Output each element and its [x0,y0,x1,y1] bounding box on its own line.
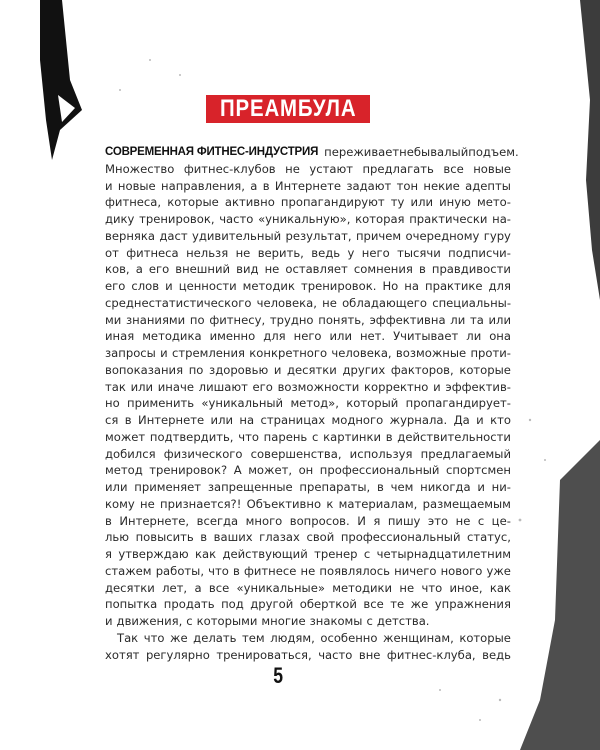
word: тренировок? [149,463,228,478]
word: даст [159,228,188,243]
word: лишают [198,379,248,394]
word: А [233,463,242,478]
word: Множество [105,161,175,176]
word: на [404,279,419,293]
word: что [238,429,259,444]
word: Объективно [246,496,322,511]
word: причем [355,228,402,243]
word: или [210,413,234,427]
word: ми [105,312,122,327]
word: ведь [482,647,511,662]
word: появлялось [319,563,390,578]
word: фитнеса [126,245,179,260]
text-line [105,563,511,580]
word: другой [250,597,294,612]
word: пишу [387,513,421,528]
word: препараты, [299,480,371,494]
word: работы, [155,563,205,578]
text-line [105,161,511,178]
word: в [105,513,112,528]
word: в [418,262,426,277]
word: в [262,178,270,193]
word: те [390,597,405,612]
word: факторов, [390,362,454,377]
word: нет. [359,329,386,344]
word: предлагать [362,161,434,176]
word: эффектив- [445,379,511,394]
word: всегда [196,513,239,528]
word: в [233,563,240,578]
word: вид [236,262,259,277]
word: на [239,413,255,427]
word: которые [459,630,511,645]
word: по [188,362,204,377]
word: по [189,312,205,327]
word: или [130,379,154,394]
word: понять, [318,312,365,327]
word: тренировок. [300,279,377,293]
word: ведь [311,245,341,260]
word: модного [331,413,384,427]
word: практике [425,279,483,293]
word: очередному [405,228,480,243]
word: «уникальный [201,396,284,411]
word: что [421,580,443,595]
word: результат, [285,228,352,243]
word: не [140,496,155,511]
word: обладающего [342,295,427,310]
word: или [488,312,511,327]
word: чем [390,480,414,494]
word: тренироваться, [216,647,312,662]
word: переживает [324,145,400,159]
word: новые [117,178,156,193]
word: не [264,262,280,277]
word: иная [105,329,135,344]
word: тон [396,178,419,193]
word: нельзя [186,245,229,260]
word: новые [473,161,511,176]
word: особенно [320,630,378,645]
word: с [186,614,193,628]
word: слов [131,279,160,293]
word: добился [105,446,156,461]
text-line [105,630,511,647]
word: корректно [364,379,429,394]
word: тысячи [397,245,441,260]
word: его [105,279,126,293]
word: возможности [277,379,360,394]
word: как [195,547,217,561]
word: верняка [105,228,155,243]
word: проти- [470,346,511,360]
word: я [105,547,112,561]
word: или [410,195,434,210]
word: стремления [171,346,245,360]
word: десятки [287,362,337,377]
text-line [105,529,511,546]
word: тренер [314,547,358,561]
word: И [357,513,366,528]
word: не [399,580,415,595]
word: ни- [491,480,511,494]
word: ли [450,312,466,327]
word: которые [167,195,219,210]
text-line [105,479,511,496]
text-line [105,328,511,345]
word: возможные [395,346,467,360]
word: к [326,496,334,511]
word: в [200,530,208,545]
word: и [273,362,282,377]
word: Да [453,413,470,427]
word: знаниями [125,312,186,327]
word: лет, [162,580,188,595]
word: все [363,597,384,612]
word: регулярно [145,647,210,662]
word: Так [117,630,139,645]
word: гуру [483,228,511,243]
word: ваших [213,530,253,545]
text-line [105,211,511,228]
word: я [373,513,381,528]
word: фитнес-клуба, [386,647,476,662]
section-title: ПРЕАМБУЛА [219,95,357,122]
word: от [105,245,119,260]
word: внешний [175,262,231,277]
word: она [489,329,511,344]
word: других [342,362,386,377]
word: применяет [134,480,202,494]
text-line [105,596,511,613]
word: никогда [420,480,471,494]
word: ли [466,329,482,344]
text-line [105,513,511,530]
word: трудно [269,312,314,327]
word: для [488,279,511,293]
word: с [363,547,371,561]
word: глазах [259,530,300,545]
word: конкретного [249,346,328,360]
word: много [245,513,283,528]
word: десятки [105,580,155,595]
word: попытка [105,597,158,612]
word: здоровью [209,362,269,377]
word: свой [306,530,335,545]
word: методик [242,279,295,293]
word: все [208,580,230,595]
word: профессиональный [340,530,461,545]
word: может, [248,463,293,478]
word: именно [209,329,256,344]
word: все [443,161,464,176]
text-line [105,496,511,513]
word: Интернете [274,178,342,193]
word: и [433,379,441,394]
word: что [143,630,165,645]
word: которая [355,212,405,226]
word: адепты [465,178,511,193]
word: может [105,429,146,444]
word: и [165,279,173,293]
word: среднестатистического [105,295,252,310]
word: запрещенные [207,480,293,494]
word: детства. [376,614,430,628]
word: совершенства, [250,446,342,461]
word: повысить [135,530,194,545]
word: сомнения [353,262,413,277]
word: знакомы [309,614,363,628]
text-line [105,429,511,446]
word: журнала. [389,413,448,427]
word: что [208,563,229,578]
word: с [366,614,373,628]
word: практически [409,212,488,226]
word: методика [142,329,202,344]
word: страницах [260,413,326,427]
word: движения, [116,614,183,628]
word: метод», [290,396,339,411]
word: действительности [397,429,511,444]
word: это [427,513,449,528]
word: парень [263,429,308,444]
body-text [105,144,519,663]
word: у [347,245,355,260]
word: и [105,614,113,628]
word: физического [163,446,243,461]
word: же [410,597,429,612]
word: «уникальные» [236,580,325,595]
word: не [322,295,337,310]
word: часто [318,647,353,662]
word: подъем. [468,145,519,159]
word: иную [439,195,471,210]
word: пропагандирует- [405,396,511,411]
word: стажем [105,563,152,578]
word: направления, [161,178,245,193]
word: людям, [270,630,315,645]
word: или [105,480,128,494]
word: ков, [105,262,130,277]
word: как [489,580,511,595]
word: женщинам, [383,630,454,645]
word: методики [332,580,393,595]
text-line [105,446,511,463]
word: Интернете [138,413,205,427]
word: продать [163,597,215,612]
word: «уникальную», [258,212,351,226]
word: который [346,396,399,411]
word: фитнеса, [105,195,162,210]
word: него [361,245,390,260]
word: ничего [394,563,437,578]
text-line [105,462,511,479]
word: под [221,597,244,612]
word: ту [390,195,405,210]
word: Учитывает [393,329,459,344]
text-line [105,379,511,396]
word: в [385,429,393,444]
word: его [252,379,273,394]
word: некие [423,178,460,193]
text-line [105,144,519,161]
word: для [263,329,286,344]
word: подтвердить, [149,429,234,444]
word: и [105,178,113,193]
word: фитнес-клубов [183,161,276,176]
word: та [469,312,484,327]
text-line [105,647,511,664]
word: запросы [105,346,156,360]
word: размещаемым [422,496,511,511]
word: используя [349,446,413,461]
word: уже [486,563,511,578]
word: которыми [196,614,258,628]
word: часто [219,212,254,226]
word: эффективна [369,312,446,327]
word: его [148,262,170,277]
word: тем [242,630,265,645]
lead-in-text: СОВРЕМЕННАЯ ФИТНЕС-ИНДУСТРИЯ [105,146,319,158]
word: с [312,429,319,444]
text-line [105,345,511,362]
word: кто [490,413,511,427]
word: спортсмен [445,463,511,478]
word: но [105,396,120,411]
word: и [160,346,168,360]
word: вопросов. [289,513,350,528]
word: метод [105,463,143,478]
word: и [476,413,484,427]
word: иначе [157,379,194,394]
word: многие [261,614,306,628]
word: вне [358,647,381,662]
text-line [105,546,511,563]
text-line [105,228,511,245]
word: материалам, [338,496,418,511]
text-line [105,613,511,630]
text-line [105,395,511,412]
text-line [105,412,511,429]
text-line [105,194,511,211]
word: дику [105,212,135,226]
word: пропагандируют [280,195,385,210]
word: специальны- [432,295,511,310]
word: делать [193,630,237,645]
word: предлагаемый [420,446,511,461]
word: активно [224,195,275,210]
word: и [477,480,485,494]
word: упражнения [434,597,511,612]
word: подписчи- [448,245,511,260]
word: не [285,161,300,176]
word: ся [105,413,119,427]
word: в [377,480,384,494]
word: в [124,413,132,427]
word: а [194,580,202,595]
word: верить, [257,245,304,260]
word: же [170,630,188,645]
word: четырнадцатилетним [376,547,511,561]
word: с [477,513,485,528]
text-line [105,295,511,312]
word: фитнесе [243,563,297,578]
word: применить [127,396,195,411]
word: тренировок, [139,212,215,226]
word: небывалый [399,145,469,159]
word: которые [459,362,511,377]
word: человека, [256,295,317,310]
word: вопоказания [105,362,184,377]
text-line [105,178,511,195]
text-line [105,580,511,597]
word: ценности [178,279,237,293]
word: так [105,379,126,394]
word: устают [309,161,353,176]
word: хотят [105,647,140,662]
text-line [105,312,511,329]
word: це- [491,513,511,528]
section-title-banner [206,95,370,123]
word: а [250,178,258,193]
word: иное, [449,580,483,595]
text-line [105,362,511,379]
word: Интернете, [119,513,190,528]
word: картинки [323,429,381,444]
text-line [105,245,511,262]
word: нового [440,563,483,578]
word: мето- [476,195,511,210]
word: он [298,463,314,478]
word: признается?! [160,496,242,511]
word: человека, [331,346,392,360]
word: а [135,262,143,277]
word: утверждаю [118,547,189,561]
word: удивительный [191,228,282,243]
word: фитнесу, [209,312,266,327]
word: него [293,329,322,344]
word: оберткой [299,597,357,612]
text-line [105,278,511,295]
word: не [455,513,471,528]
word: статус, [467,530,511,545]
word: лью [105,530,130,545]
page-number: 5 [273,663,284,688]
word: действующий [222,547,308,561]
word: оставляет [285,262,348,277]
word: профессиональный [319,463,440,478]
word: или [329,329,352,344]
word: кому [105,496,135,511]
word: правдивости [431,262,511,277]
word: не [300,563,316,578]
word: задают [346,178,392,193]
word: Но [382,279,399,293]
word: не [235,245,251,260]
word: на- [492,212,511,226]
text-line [105,261,511,278]
